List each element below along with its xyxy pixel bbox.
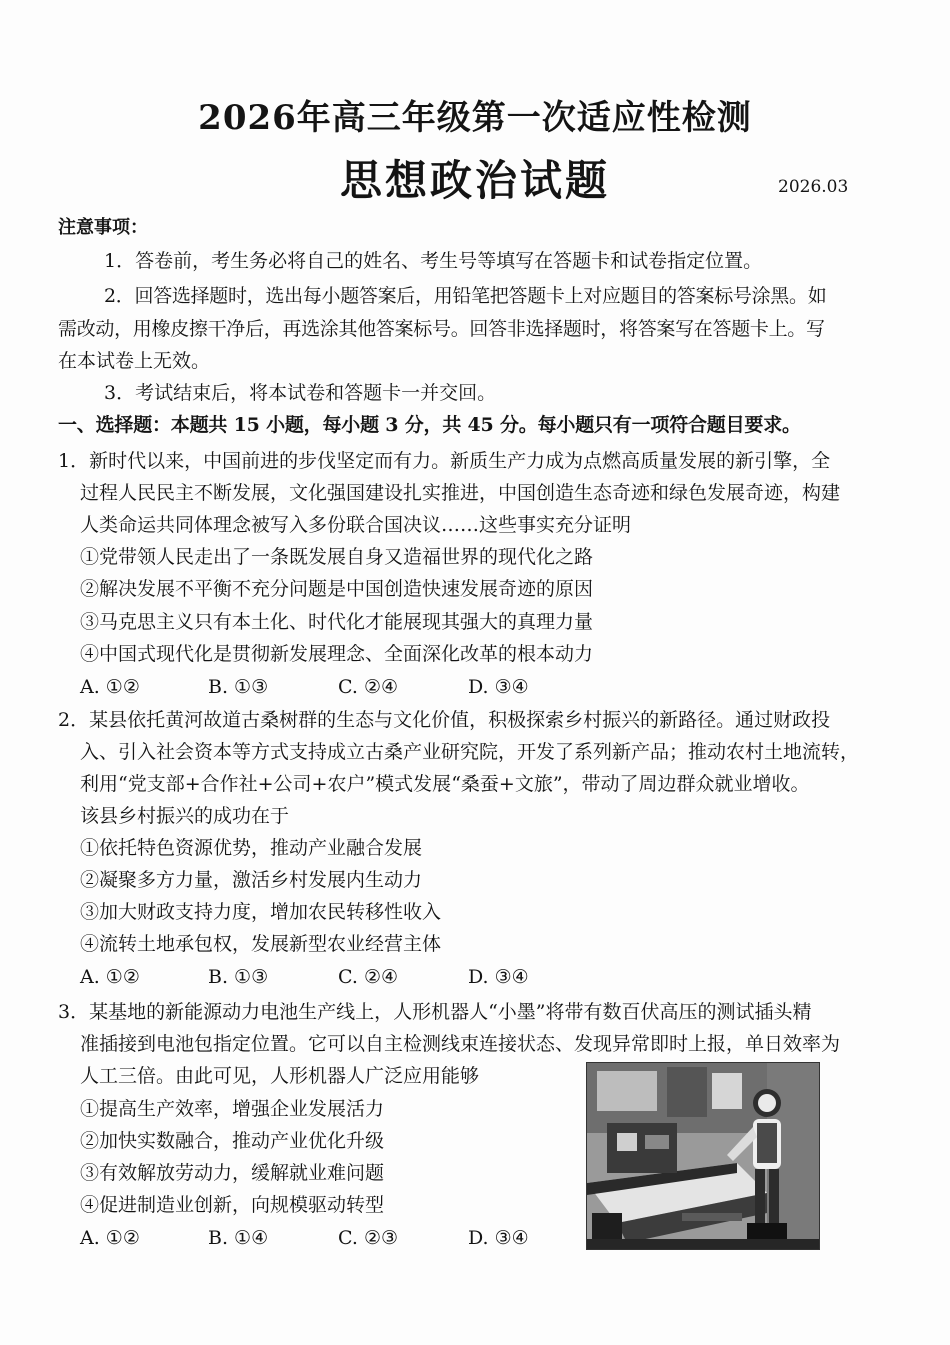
question-stem: 3．某基地的新能源动力电池生产线上，人形机器人“小墨”将带有数百伏高压的测试插头精 [58, 1001, 812, 1023]
question-item: ①依托特色资源优势，推动产业融合发展 [80, 837, 423, 859]
option-d: D. ③④ [468, 676, 529, 698]
question-stem: 利用“党支部+合作社+公司+农户”模式发展“桑蚕+文旅”，带动了周边群众就业增收。 [80, 773, 810, 795]
question-stem: 人工三倍。由此可见，人形机器人广泛应用能够 [80, 1065, 480, 1087]
option-b: B. ①③ [208, 966, 269, 988]
question-stem: 1．新时代以来，中国前进的步伐坚定而有力。新质生产力成为点燃高质量发展的新引擎，全 [58, 450, 831, 472]
exam-title: 2026年高三年级第一次适应性检测 [198, 98, 752, 138]
notice-line: 3．考试结束后，将本试卷和答题卡一并交回。 [104, 382, 497, 404]
option-c: C. ②③ [338, 1227, 399, 1249]
question-item: ②解决发展不平衡不充分问题是中国创造快速发展奇迹的原因 [80, 578, 594, 600]
notice-heading: 注意事项： [58, 217, 148, 238]
notice-line: 在本试卷上无效。 [58, 350, 211, 372]
question-item: ②加快实数融合，推动产业优化升级 [80, 1130, 385, 1152]
question-item: ④中国式现代化是贯彻新发展理念、全面深化改革的根本动力 [80, 643, 594, 665]
question-stem: 准插接到电池包指定位置。它可以自主检测线束连接状态、发现异常即时上报，单日效率为 [80, 1033, 841, 1055]
option-a: A. ①② [80, 1227, 140, 1249]
option-b: B. ①③ [208, 676, 269, 698]
option-b: B. ①④ [208, 1227, 269, 1249]
notice-line: 需改动，用橡皮擦干净后，再选涂其他答案标号。回答非选择题时，将答案写在答题卡上。写 [58, 318, 825, 340]
option-a: A. ①② [80, 966, 140, 988]
robot-production-line-photo [586, 1062, 820, 1250]
question-item: ③有效解放劳动力，缓解就业难问题 [80, 1162, 385, 1184]
question-item: ④促进制造业创新，向规模驱动转型 [80, 1194, 385, 1216]
question-item: ②凝聚多方力量，激活乡村发展内生动力 [80, 869, 423, 891]
question-item: ①提高生产效率，增强企业发展活力 [80, 1098, 385, 1120]
subject-title: 思想政治试题 [339, 156, 610, 205]
question-stem: 该县乡村振兴的成功在于 [80, 805, 290, 827]
question-stem: 2．某县依托黄河故道古桑树群的生态与文化价值，积极探索乡村振兴的新路径。通过财政投 [58, 709, 831, 731]
notice-line: 1．答卷前，考生务必将自己的姓名、考生号等填写在答题卡和试卷指定位置。 [104, 250, 763, 272]
option-d: D. ③④ [468, 1227, 529, 1249]
question-stem: 人类命运共同体理念被写入多份联合国决议……这些事实充分证明 [80, 514, 632, 536]
option-d: D. ③④ [468, 966, 529, 988]
question-item: ①党带领人民走出了一条既发展自身又造福世界的现代化之路 [80, 546, 594, 568]
section-heading: 一、选择题：本题共 15 小题，每小题 3 分，共 45 分。每小题只有一项符合题目要求。 [58, 414, 801, 436]
question-item: ③加大财政支持力度，增加农民转移性收入 [80, 901, 442, 923]
notice-line: 2．回答选择题时，选出每小题答案后，用铅笔把答题卡上对应题目的答案标号涂黑。如 [104, 285, 827, 307]
option-a: A. ①② [80, 676, 140, 698]
exam-date: 2026.03 [778, 177, 849, 197]
option-c: C. ②④ [338, 966, 399, 988]
question-item: ④流转土地承包权，发展新型农业经营主体 [80, 933, 442, 955]
question-stem: 过程人民民主不断发展，文化强国建设扎实推进，中国创造生态奇迹和绿色发展奇迹，构建 [80, 482, 841, 504]
question-item: ③马克思主义只有本土化、时代化才能展现其强大的真理力量 [80, 611, 594, 633]
question-stem: 入、引入社会资本等方式支持成立古桑产业研究院，开发了系列新产品；推动农村土地流转， [80, 741, 860, 763]
option-c: C. ②④ [338, 676, 399, 698]
